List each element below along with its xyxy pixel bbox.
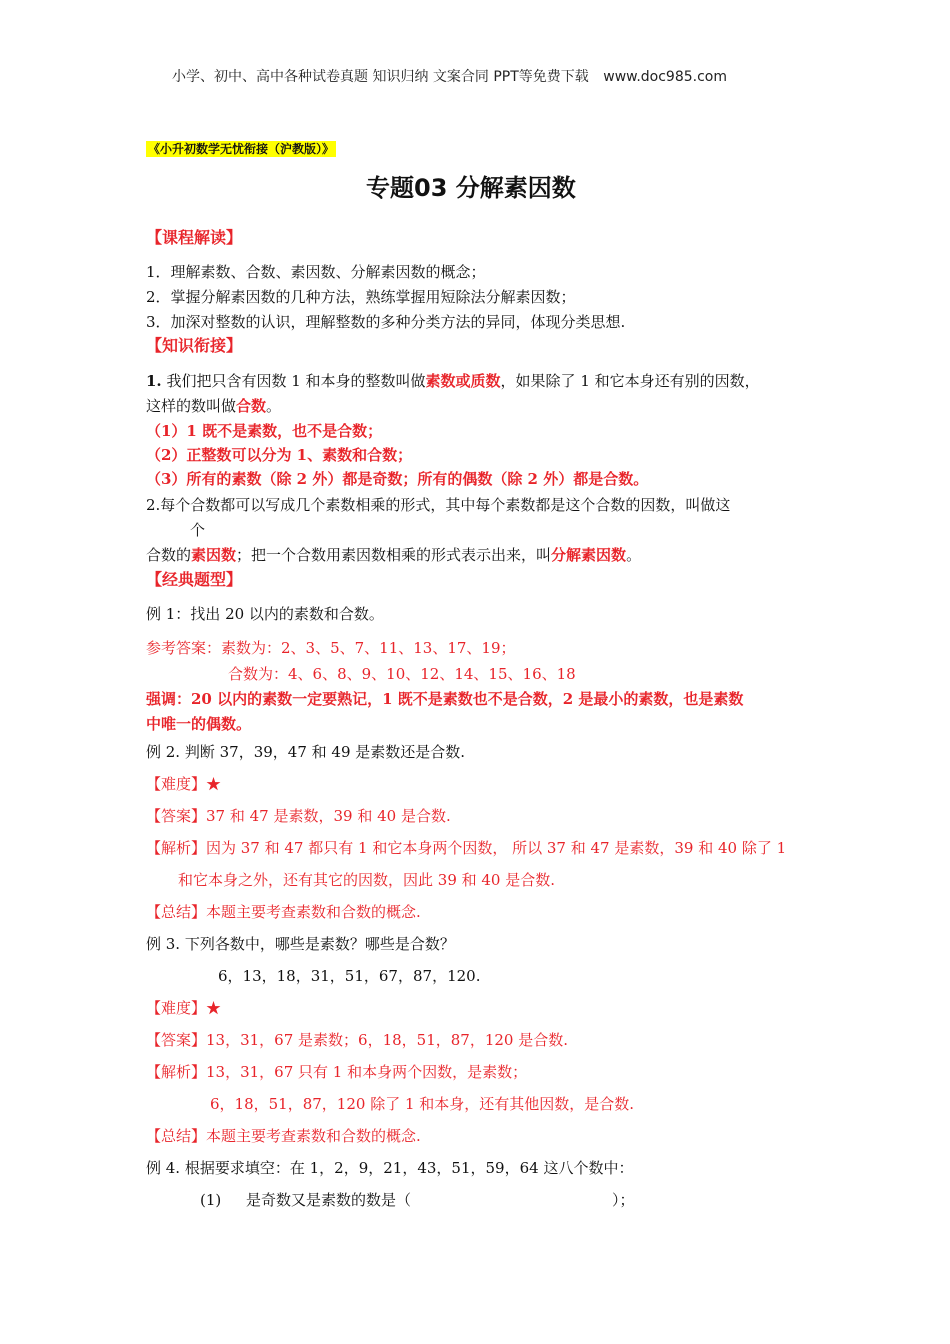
course-item: 3．加深对整数的认识，理解整数的多种分类方法的异同，体现分类思想. [146,313,626,331]
example2-summary: 【总结】本题主要考查素数和合数的概念. [146,903,421,921]
term-prime: 素数或质数 [425,372,501,390]
example3-numbers: 6，13，18，31，51，67，87，120. [218,967,481,985]
example3-difficulty: 【难度】★ [146,999,222,1017]
knowledge-p1-text: 。 [266,397,282,415]
page-title: 专题03 分解素因数 [366,174,576,202]
knowledge-p2-line2: 个 [190,521,206,539]
knowledge-p2-line1: 2.每个合数都可以写成几个素数相乘的形式，其中每个素数都是这个合数的因数，叫做这 [146,496,731,514]
header-url[interactable]: www.doc985.com [603,69,727,85]
knowledge-p2-text: 合数的 [146,546,192,564]
example4-item-text: 是奇数又是素数的数是（ [246,1191,412,1209]
example3-answer: 【答案】13，31，67 是素数；6，18，51，87，120 是合数. [146,1031,569,1049]
example2-analysis: 【解析】因为 37 和 47 都只有 1 和它本身两个因数， 所以 37 和 47 是素数，39 和 40 除了 1 [146,839,787,857]
page-header [172,66,727,88]
knowledge-p1-text: ，如果除了 1 和它本身还有别的因数， [500,372,760,390]
example3-question: 例 3. 下列各数中，哪些是素数？哪些是合数？ [146,935,455,953]
course-item: 1．理解素数、合数、素因数、分解素因数的概念； [146,263,486,281]
example4-answer-blank[interactable] [430,1189,610,1211]
example1-question: 例 1：找出 20 以内的素数和合数。 [146,605,384,623]
example2-question: 例 2. 判断 37，39，47 和 49 是素数还是合数. [146,743,466,761]
example2-analysis: 和它本身之外，还有其它的因数，因此 39 和 40 是合数. [178,871,556,889]
example2-difficulty: 【难度】★ [146,775,222,793]
knowledge-p1-line2 [146,395,281,417]
header-site-text: 小学、初中、高中各种试卷真题 知识归纳 文案合同 PPT等免费下载 [172,69,589,85]
knowledge-note: （2）正整数可以分为 1、素数和合数； [146,446,413,464]
example1-answer: 参考答案：素数为：2、3、5、7、11、13、17、19； [146,639,516,657]
term-prime-factor: 素因数 [191,546,237,564]
example1-emphasis: 中唯一的偶数。 [146,715,252,733]
example1-emphasis: 强调：20 以内的素数一定要熟记，1 既不是素数也不是合数，2 是最小的素数，也是素数 [146,690,744,708]
section-classic: 【经典题型】 [146,570,243,589]
knowledge-p2-line3 [146,544,641,566]
knowledge-p1-text: 我们把只含有因数 1 和本身的整数叫做 [161,372,426,390]
example4-item-number: (1) [200,1191,222,1209]
knowledge-p1-number: 1. [146,372,162,390]
knowledge-note: （1）1 既不是素数，也不是合数； [146,422,383,440]
example3-analysis: 6，18，51，87，120 除了 1 和本身，还有其他因数，是合数. [210,1095,635,1113]
example2-answer: 【答案】37 和 47 是素数，39 和 40 是合数. [146,807,451,825]
example4-item-close: ）； [612,1191,635,1209]
series-tag-row [146,137,336,160]
example3-summary: 【总结】本题主要考查素数和合数的概念. [146,1127,421,1145]
term-composite: 合数 [236,397,267,415]
course-item: 2．掌握分解素因数的几种方法，熟练掌握用短除法分解素因数； [146,288,576,306]
series-tag: 《小升初数学无忧衔接（沪教版）》 [148,142,335,156]
knowledge-p1-text: 这样的数叫做 [146,397,237,415]
example4-question: 例 4. 根据要求填空：在 1，2，9，21，43，51，59，64 这八个数中： [146,1159,634,1177]
knowledge-p2-text: 。 [626,546,642,564]
example1-answer: 合数为：4、6、8、9、10、12、14、15、16、18 [228,665,576,683]
knowledge-note: （3）所有的素数（除 2 外）都是奇数；所有的偶数（除 2 外）都是合数。 [146,470,649,488]
section-course: 【课程解读】 [146,228,243,247]
knowledge-p2-text: ；把一个合数用素因数相乘的形式表示出来，叫 [236,546,552,564]
section-knowledge: 【知识衔接】 [146,336,243,355]
term-factorization: 分解素因数 [551,546,627,564]
knowledge-p1-line1 [146,370,760,392]
example3-analysis: 【解析】13，31，67 只有 1 和本身两个因数，是素数； [146,1063,528,1081]
